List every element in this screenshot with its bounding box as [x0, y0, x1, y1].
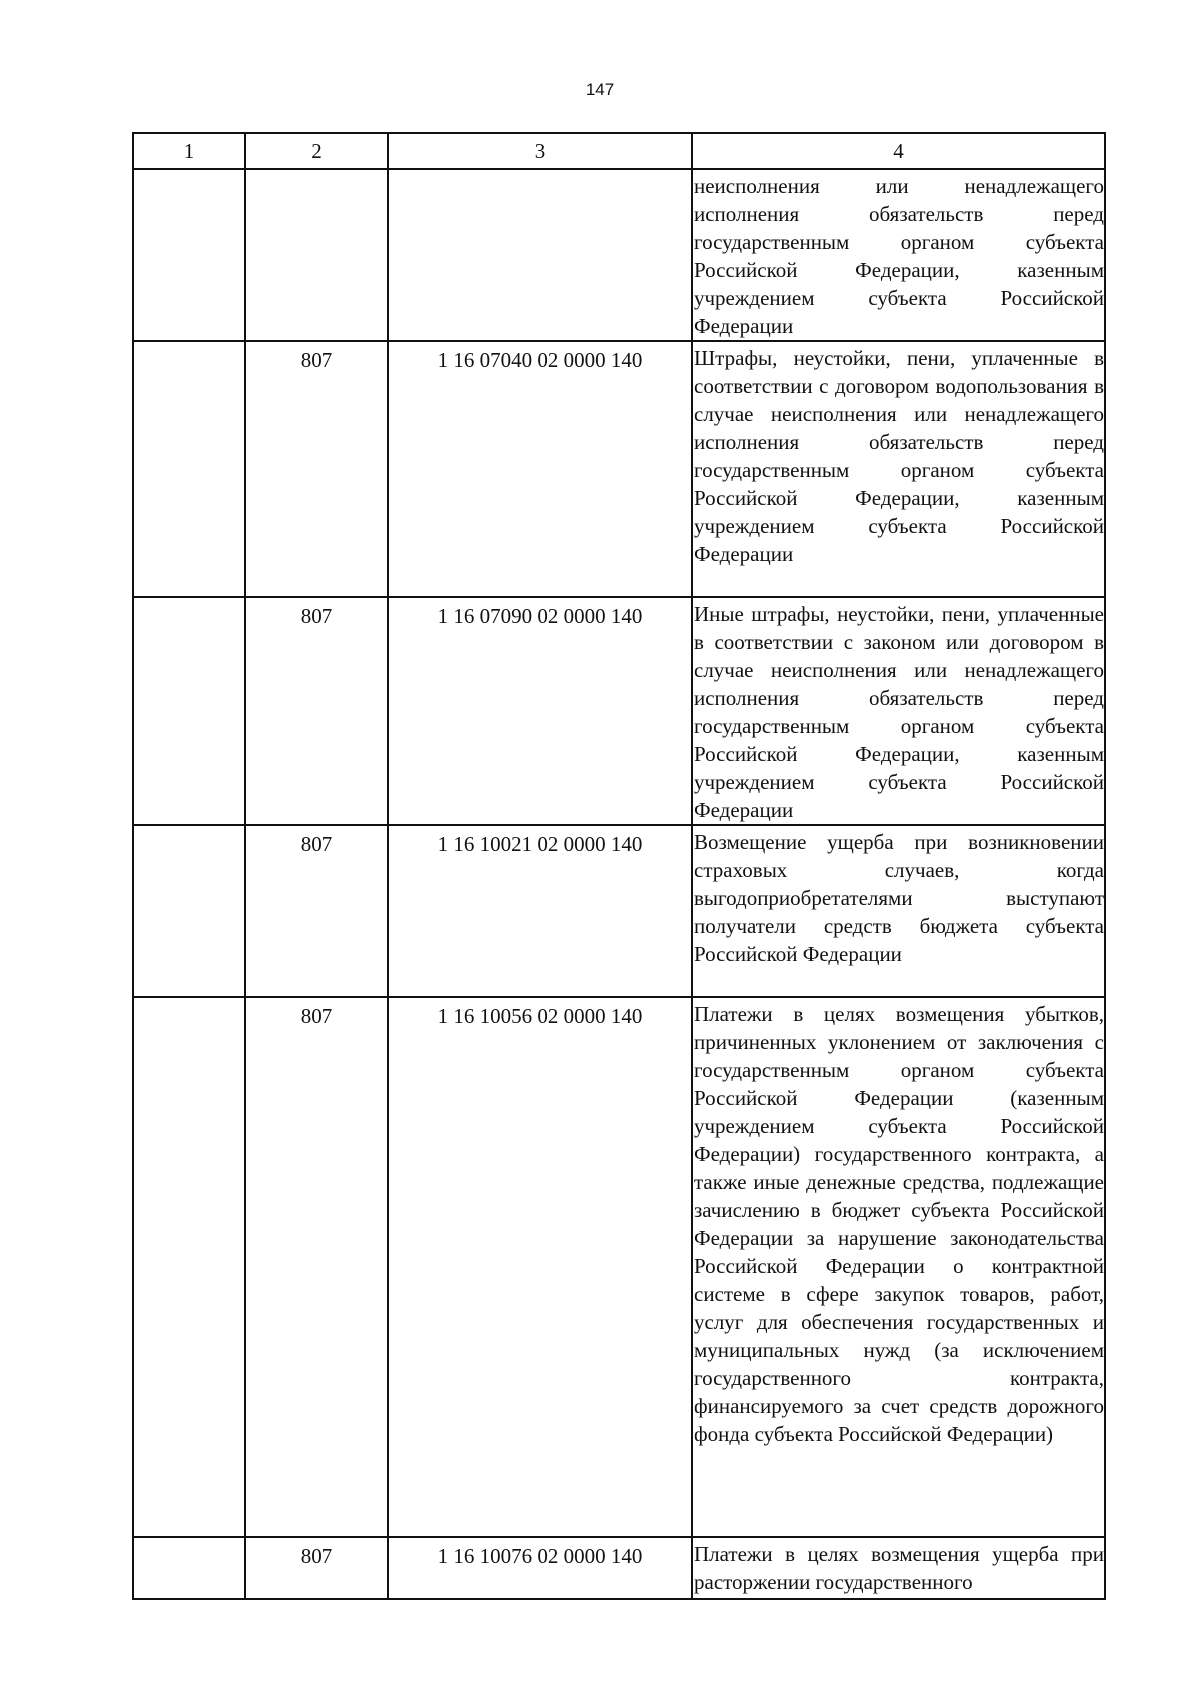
table-row [133, 597, 1105, 825]
row-cell-description [692, 341, 1105, 597]
row-cell-col1 [133, 169, 245, 341]
budget-code-table [132, 132, 1106, 1600]
description-text: Штрафы, неустойки, пени, уплаченные в соответствии с договором водопользования в случае неисполнения или ненадлежащего исполнения обязательств перед государственным органом субъекта Российской Федерации, казенным учреждением субъекта Российской Федерации [694, 346, 1104, 566]
column-header-1: 1 [133, 133, 245, 169]
table-row [133, 341, 1105, 597]
row-cell-revenue-code: 1 16 10056 02 0000 140 [388, 997, 692, 1537]
page-number: 147 [585, 80, 615, 99]
row-cell-description [692, 825, 1105, 997]
table-header-row [133, 133, 1105, 169]
row-cell-col1 [133, 825, 245, 997]
column-header-2: 2 [245, 133, 388, 169]
row-cell-admin-code: 807 [245, 825, 388, 997]
row-cell-description [692, 169, 1105, 341]
row-cell-col1 [133, 597, 245, 825]
row-cell-col1 [133, 1537, 245, 1599]
row-cell-revenue-code: 1 16 07090 02 0000 140 [388, 597, 692, 825]
table-row [133, 997, 1105, 1537]
row-cell-admin-code: 807 [245, 597, 388, 825]
table-row [133, 169, 1105, 341]
row-cell-col1 [133, 997, 245, 1537]
table-row [133, 825, 1105, 997]
column-header-3: 3 [388, 133, 692, 169]
description-text: Иные штрафы, неустойки, пени, уплаченные в соответствии с законом или договором в случае неисполнения или ненадлежащего исполнения обязательств перед государственным органом субъекта Российской Федерации, казенным учреждением субъекта Российской Федерации [694, 602, 1104, 822]
row-cell-revenue-code: 1 16 10021 02 0000 140 [388, 825, 692, 997]
row-cell-admin-code: 807 [245, 1537, 388, 1599]
row-cell-description [692, 597, 1105, 825]
row-cell-revenue-code [388, 169, 692, 341]
description-text: Возмещение ущерба при возникновении страховых случаев, когда выгодоприобретателями выступают получатели средств бюджета субъекта Российской Федерации [694, 830, 1104, 966]
row-cell-admin-code: 807 [245, 997, 388, 1537]
description-text: неисполнения или ненадлежащего исполнения обязательств перед государственным органом субъекта Российской Федерации, казенным учреждением субъекта Российской Федерации [694, 174, 1104, 338]
row-cell-admin-code [245, 169, 388, 341]
row-cell-description [692, 997, 1105, 1537]
row-cell-col1 [133, 341, 245, 597]
table-row [133, 1537, 1105, 1599]
description-text: Платежи в целях возмещения убытков, причиненных уклонением от заключения с государственным органом субъекта Российской Федерации (казенным учреждением субъекта Российской Федерации) государственного контракта, а также иные денежные средства, подлежащие зачислению в бюджет субъекта Российской Федерации за нарушение законодательства Российской Федерации о контрактной системе в сфере закупок товаров, работ, услуг для обеспечения государственных и муниципальных нужд (за исключением государственного контракта, финансируемого за счет средств дорожного фонда субъекта Российской Федерации) [694, 1002, 1104, 1446]
column-header-4: 4 [692, 133, 1105, 169]
row-cell-admin-code: 807 [245, 341, 388, 597]
description-text: Платежи в целях возмещения ущерба при расторжении государственного [694, 1542, 1104, 1594]
row-cell-revenue-code: 1 16 07040 02 0000 140 [388, 341, 692, 597]
row-cell-description [692, 1537, 1105, 1599]
row-cell-revenue-code: 1 16 10076 02 0000 140 [388, 1537, 692, 1599]
